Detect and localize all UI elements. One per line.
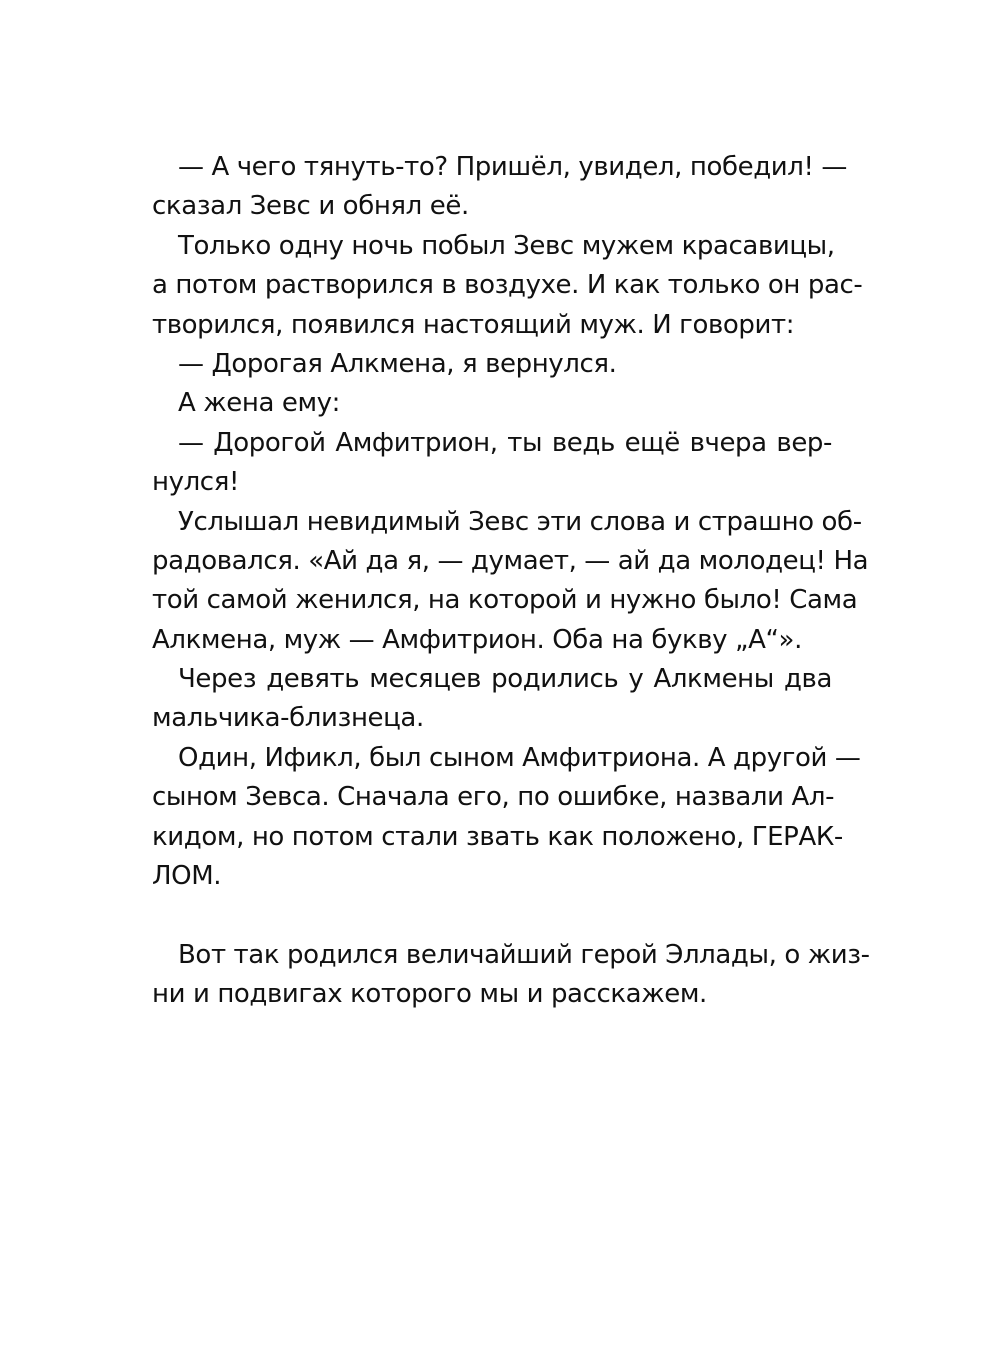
text-line: Один, Ификл, был сыном Амфитриона. А другой — — [178, 742, 861, 773]
text-line: радовался. «Ай да я, — думает, — ай да молодец! На — [152, 545, 869, 576]
text-line: Алкмена, муж — Амфитрион. Оба на букву „А“». — [152, 624, 802, 655]
text-line: кидом, но потом стали звать как положено, ГЕРАК- — [152, 821, 843, 852]
text-line: — А чего тянуть-то? Пришёл, увидел, победил! — — [178, 152, 847, 182]
text-line: А жена ему: — [178, 388, 341, 419]
page-text-block — [152, 148, 870, 1015]
paragraph-gap — [152, 896, 832, 935]
text-line: Через девять месяцев родились у Алкмены два — [178, 664, 832, 695]
text-line: Вот так родился величайший герой Эллады, о жиз- — [178, 939, 870, 970]
text-line: ЛОМ. — [152, 861, 222, 892]
text-line: сыном Зевса. Сначала его, по ошибке, назвали Ал- — [152, 782, 835, 813]
text-line: той самой женился, на которой и нужно было! Сама — [152, 585, 858, 616]
text-line: творился, появился настоящий муж. И говорит: — [152, 309, 795, 340]
text-line: сказал Зевс и обнял её. — [152, 191, 469, 222]
text-line: — Дорогая Алкмена, я вернулся. — [178, 348, 617, 379]
text-line: ни и подвигах которого мы и расскажем. — [152, 979, 707, 1010]
text-line: нулся! — [152, 467, 239, 498]
text-line: Только одну ночь побыл Зевс мужем красавицы, — [178, 230, 835, 261]
text-line: — Дорогой Амфитрион, ты ведь ещё вчера вер- — [178, 427, 832, 458]
text-line: Услышал невидимый Зевс эти слова и страшно об- — [178, 506, 862, 537]
text-line: мальчика-близнеца. — [152, 703, 424, 734]
text-line: а потом растворился в воздухе. И как только он рас- — [152, 270, 863, 301]
